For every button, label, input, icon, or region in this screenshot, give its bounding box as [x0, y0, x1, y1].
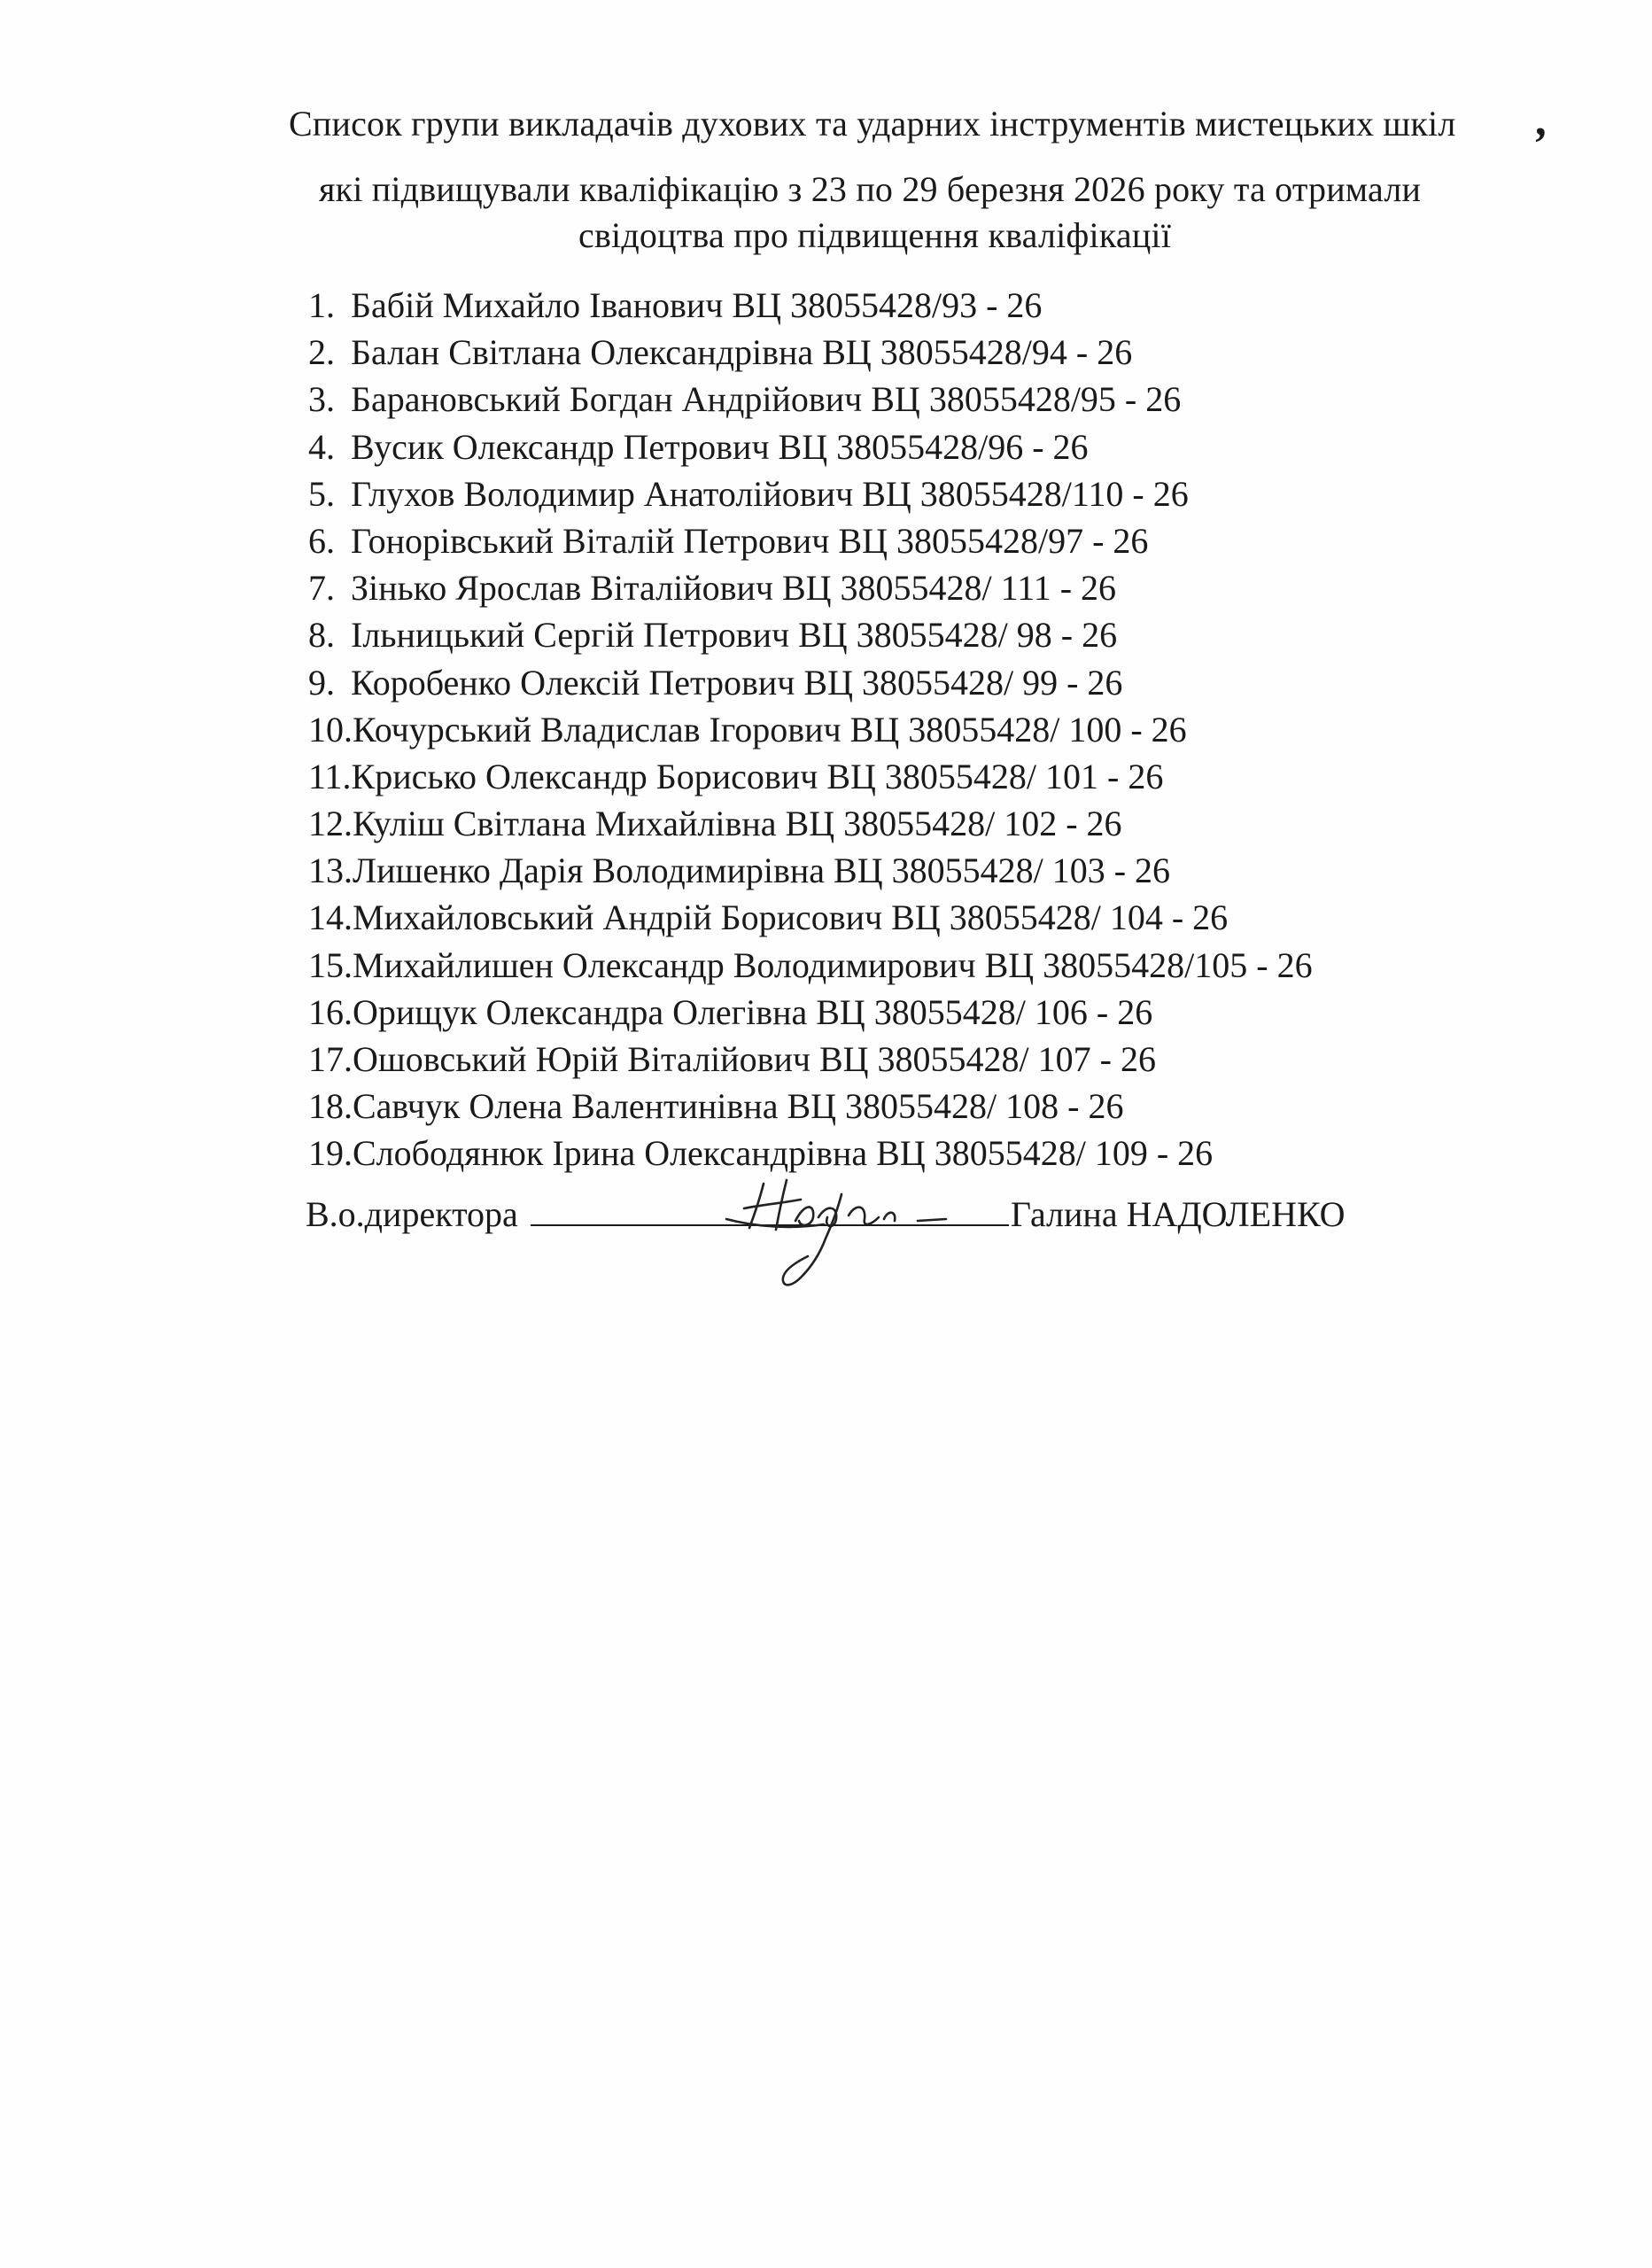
handwritten-signature [709, 1168, 957, 1301]
list-item-text: Глухов Володимир Анатолійович ВЦ 38055428/110 - 26 [351, 473, 1189, 514]
list-item [308, 945, 1313, 992]
list-item-number: 4. [308, 426, 335, 467]
list-item [308, 521, 1313, 568]
title-line-1: Список групи викладачів духових та ударних інструментів мистецьких шкіл [289, 104, 1456, 144]
title-line-3: свідоцтва про підвищення кваліфікації [578, 215, 1172, 255]
list-item-number: 8. [308, 615, 335, 656]
list-item-number: 6. [308, 520, 335, 561]
list-item-number: 13. [308, 850, 353, 891]
list-item-number: 9. [308, 662, 335, 703]
list-item-number: 14. [308, 897, 353, 938]
list-item-number: 16. [308, 991, 353, 1032]
list-item [308, 804, 1313, 850]
director-role: В.о.директора [306, 1194, 518, 1234]
list-item-text: Лишенко Дарія Володимирівна ВЦ 38055428/ 103 - 26 [353, 850, 1171, 891]
list-item-text: Михайлишен Олександр Володимирович ВЦ 38055428/105 - 26 [353, 944, 1313, 985]
list-item-text: Бабій Михайло Іванович ВЦ 38055428/93 - 26 [351, 285, 1043, 325]
list-item-number: 10. [308, 709, 353, 750]
list-item [308, 615, 1313, 662]
list-item [308, 427, 1313, 474]
list-item-number: 2. [308, 332, 335, 373]
list-item [308, 757, 1313, 804]
title-comma: , [1537, 95, 1549, 145]
list-item-text: Зінько Ярослав Віталійович ВЦ 38055428/ 111 - 26 [351, 568, 1117, 609]
list-item [308, 379, 1313, 426]
list-item [308, 897, 1313, 944]
list-item [308, 1039, 1313, 1086]
list-item-text: Вусик Олександр Петрович ВЦ 38055428/96 - 26 [351, 426, 1089, 467]
list-item-text: Михайловський Андрій Борисович ВЦ 38055428/ 104 - 26 [353, 897, 1229, 938]
list-item-text: Гонорівський Віталій Петрович ВЦ 38055428/97 - 26 [351, 520, 1149, 561]
list-item-number: 3. [308, 379, 335, 420]
list-item-number: 19. [308, 1133, 353, 1174]
list-item-number: 1. [308, 285, 335, 325]
list-item-number: 12. [308, 804, 353, 844]
list-item-text: Балан Світлана Олександрівна ВЦ 38055428/94 - 26 [351, 332, 1133, 373]
list-item-text: Барановський Богдан Андрійович ВЦ 38055428/95 - 26 [351, 379, 1182, 420]
list-item-text: Коробенко Олексій Петрович ВЦ 38055428/ 99 - 26 [351, 662, 1123, 703]
list-item [308, 474, 1313, 521]
list-item [308, 992, 1313, 1039]
list-item-number: 11. [308, 756, 352, 796]
list-item [308, 710, 1313, 757]
list-item-text: Ільницький Сергій Петрович ВЦ 38055428/ 98 - 26 [351, 615, 1118, 656]
list-item [308, 1086, 1313, 1133]
list-item-text: Орищук Олександра Олегівна ВЦ 38055428/ 106 - 26 [353, 991, 1153, 1032]
list-item-number: 7. [308, 568, 335, 609]
list-item-number: 15. [308, 944, 353, 985]
list-item [308, 663, 1313, 710]
teacher-list [308, 285, 1313, 1181]
director-name: Галина НАДОЛЕНКО [1010, 1194, 1346, 1234]
list-item [308, 850, 1313, 897]
list-item-text: Куліш Світлана Михайлівна ВЦ 38055428/ 102 - 26 [353, 804, 1122, 844]
list-item-text: Савчук Олена Валентинівна ВЦ 38055428/ 108 - 26 [353, 1086, 1124, 1127]
list-item [308, 568, 1313, 615]
list-item-number: 17. [308, 1039, 353, 1079]
list-item-number: 18. [308, 1086, 353, 1127]
list-item-text: Кочурський Владислав Ігорович ВЦ 38055428/ 100 - 26 [353, 709, 1187, 750]
list-item [308, 332, 1313, 379]
list-item-text: Крисько Олександр Борисович ВЦ 38055428/ 101 - 26 [351, 756, 1164, 796]
title-line-2: які підвищували кваліфікацію з 23 по 29 березня 2026 року та отримали [319, 169, 1422, 209]
list-item-text: Слободянюк Ірина Олександрівна ВЦ 38055428/ 109 - 26 [353, 1133, 1214, 1174]
list-item-text: Ошовський Юрій Віталійович ВЦ 38055428/ 107 - 26 [353, 1039, 1156, 1079]
list-item [308, 285, 1313, 332]
list-item-number: 5. [308, 473, 335, 514]
